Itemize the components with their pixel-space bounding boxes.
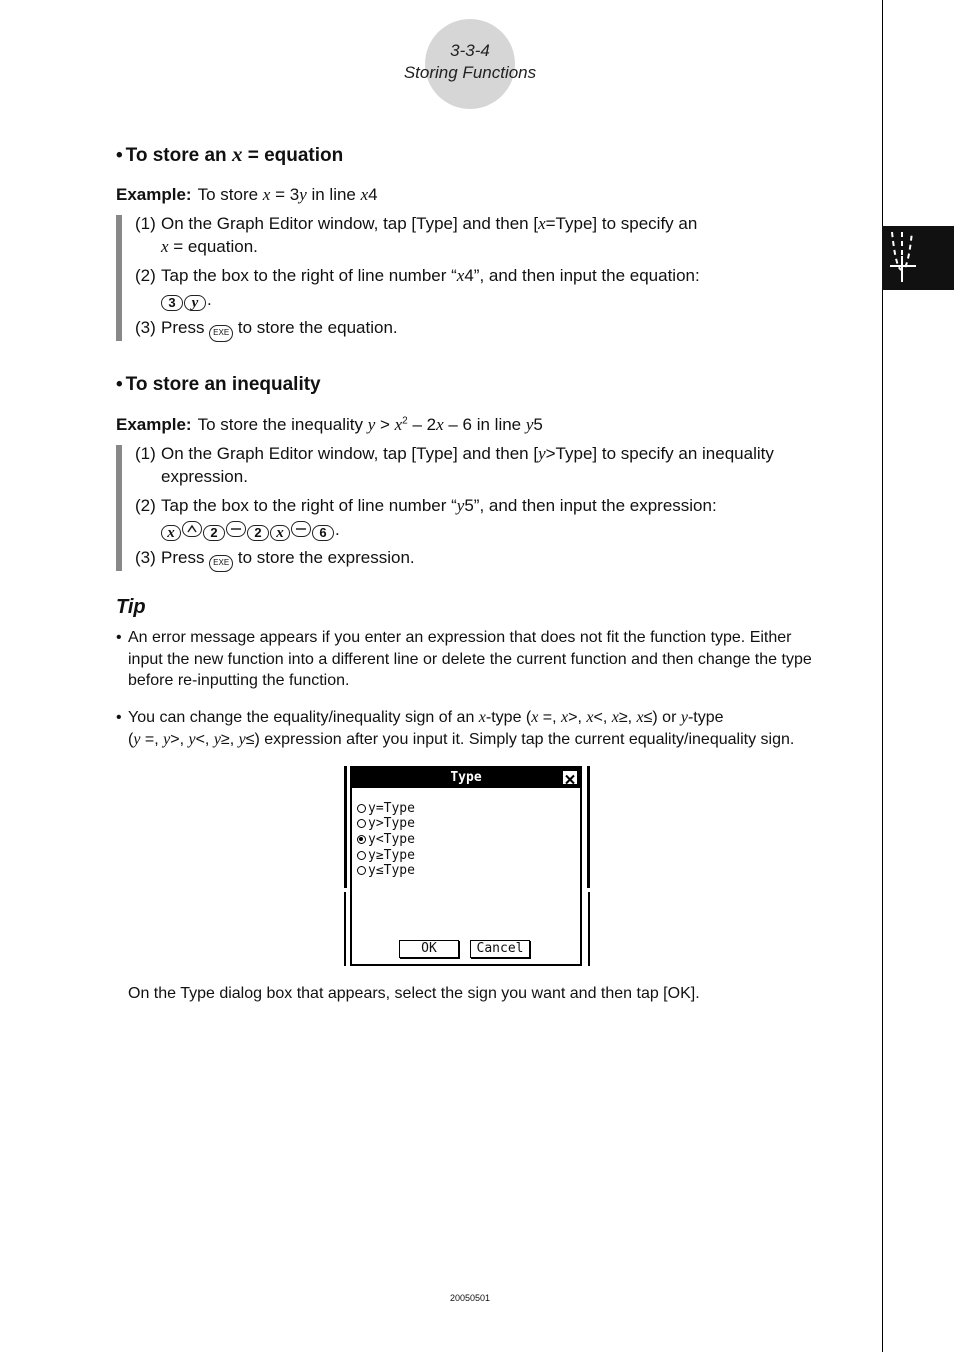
step-1-continued	[161, 465, 248, 488]
key-3: 3	[161, 295, 183, 311]
window-edge	[587, 766, 590, 888]
tip-text: -type (	[485, 709, 532, 726]
tip-var: y	[163, 731, 171, 748]
tip-var: x	[636, 709, 644, 726]
step-var: y	[538, 444, 546, 463]
step-2	[135, 494, 717, 517]
step-3	[135, 316, 398, 342]
tip-text: -type	[687, 709, 724, 726]
step-3	[135, 546, 415, 572]
tip-bullet: •	[116, 709, 122, 726]
step-text: >Type] to specify an inequality	[545, 444, 774, 463]
example-text: >	[375, 415, 395, 434]
close-button[interactable]	[563, 771, 577, 784]
tip-text: >,	[568, 709, 587, 726]
example-var: x	[360, 185, 369, 204]
step-text: to store the equation.	[233, 318, 398, 337]
step-2	[135, 264, 700, 287]
example-label: Example:	[116, 415, 192, 434]
step-var: x	[456, 266, 465, 285]
key-power	[182, 521, 202, 537]
example-text: – 2	[407, 415, 437, 434]
radio-icon	[357, 819, 366, 828]
tip-var: x	[561, 709, 569, 726]
option-label: y>Type	[368, 816, 415, 831]
key-y	[184, 295, 206, 311]
step-text: Press	[161, 548, 210, 567]
option-y-greater-equal[interactable]	[357, 848, 415, 863]
minus-icon	[231, 527, 241, 531]
close-icon	[564, 774, 576, 785]
key-minus	[226, 521, 246, 537]
key-label: y	[191, 295, 199, 311]
example-text: – 6 in line	[443, 415, 526, 434]
example-var: y	[299, 185, 307, 204]
option-label: y≥Type	[368, 848, 415, 863]
radio-icon	[357, 866, 366, 875]
window-edge	[588, 892, 590, 966]
tip-text: You can change the equality/inequality sign of an	[128, 709, 479, 726]
window-edge	[344, 766, 347, 888]
example-superscript: 2	[402, 415, 408, 427]
example-var: x	[436, 415, 444, 434]
heading-text: To store an	[125, 145, 232, 166]
section-number: 3-3-4	[450, 41, 490, 60]
tip-title: Tip	[116, 596, 146, 618]
key-2: 2	[247, 525, 269, 541]
option-y-less[interactable]	[357, 832, 415, 847]
example-var: y	[525, 415, 534, 434]
tip-var: y	[188, 731, 196, 748]
dialog-caption: On the Type dialog box that appears, select the sign you want and then tap [OK].	[128, 985, 700, 1002]
key-label: x	[167, 525, 175, 541]
step-number: (3)	[135, 318, 156, 337]
period: .	[207, 290, 212, 309]
example-1	[116, 185, 378, 205]
step-text: = equation.	[168, 237, 258, 256]
radio-icon	[357, 851, 366, 860]
step-text: On the Graph Editor window, tap [Type] and then [	[161, 444, 539, 463]
graph-icon	[882, 226, 954, 290]
tip-text: ≥,	[618, 709, 637, 726]
step-var: x	[538, 214, 546, 233]
step-text: Tap the box to the right of line number “	[161, 266, 457, 285]
heading-store-inequality	[116, 374, 321, 396]
heading-text: = equation	[242, 145, 344, 166]
step-text: expression.	[161, 467, 248, 486]
example-label: Example:	[116, 185, 192, 204]
tip-1-line: input the new function into a different line or delete the current function and then change the type	[128, 651, 812, 668]
tip-var: y	[238, 731, 246, 748]
key-6: 6	[312, 525, 334, 541]
tip-text: ≤) expression after you input it. Simply tap the current equality/inequality sign.	[245, 731, 795, 748]
tip-var: y	[133, 731, 141, 748]
period: .	[335, 520, 340, 539]
heading-text: To store an inequality	[125, 374, 321, 395]
example-2	[116, 415, 543, 435]
example-var: x	[262, 185, 271, 204]
example-var: y	[367, 415, 376, 434]
tip-text: <,	[593, 709, 612, 726]
steps-bar	[116, 445, 122, 571]
key-2: 2	[203, 525, 225, 541]
page-right-rule	[882, 0, 883, 1352]
tip-text: <,	[195, 731, 214, 748]
type-dialog	[350, 766, 582, 966]
ok-button[interactable]: OK	[399, 940, 459, 958]
key-sequence-1	[161, 288, 212, 311]
tip-text: (	[128, 731, 134, 748]
step-number: (1)	[135, 444, 156, 463]
option-y-greater[interactable]	[357, 816, 415, 831]
example-text: in line	[306, 185, 361, 204]
step-number: (1)	[135, 214, 156, 233]
heading-var: x	[231, 142, 243, 166]
option-label: y<Type	[368, 832, 415, 847]
option-label: y=Type	[368, 801, 415, 816]
step-1	[135, 442, 774, 465]
tip-1-line: before re-inputting the function.	[128, 672, 350, 689]
example-text: To store the inequality	[197, 415, 368, 434]
footer-code: 20050501	[449, 1293, 491, 1303]
key-minus	[291, 521, 311, 537]
exe-key: EXE	[209, 555, 233, 572]
dialog-title: Type	[450, 770, 482, 785]
radio-icon	[357, 804, 366, 813]
tip-1-line: An error message appears if you enter an expression that does not fit the function type. Either	[128, 629, 792, 646]
step-text: On the Graph Editor window, tap [Type] and then [	[161, 214, 539, 233]
tip-bullet: •	[116, 629, 122, 646]
key-sequence-2	[161, 518, 340, 541]
key-label: x	[276, 525, 284, 541]
step-text: =Type] to specify an	[545, 214, 698, 233]
step-text: to store the expression.	[233, 548, 415, 567]
heading-bullet: •	[116, 374, 123, 395]
example-text: = 3	[270, 185, 300, 204]
minus-icon	[296, 527, 306, 531]
steps-bar	[116, 215, 122, 341]
tip-var: x	[531, 709, 539, 726]
option-label: y≤Type	[368, 863, 415, 878]
cancel-button[interactable]: Cancel	[470, 940, 530, 958]
step-number: (2)	[135, 266, 156, 285]
tip-2-line-1	[128, 707, 724, 729]
tip-2-line-2	[128, 729, 794, 751]
step-1	[135, 212, 697, 235]
chapter-tab	[882, 226, 954, 290]
option-y-equal[interactable]	[357, 801, 415, 816]
step-text: 5”, and then input the expression:	[464, 496, 717, 515]
tip-text: ≥,	[220, 731, 239, 748]
section-title: Storing Functions	[403, 63, 537, 82]
radio-selected-icon	[357, 835, 366, 844]
exe-key: EXE	[209, 325, 233, 342]
heading-bullet: •	[116, 145, 123, 166]
tip-var: x	[478, 709, 486, 726]
step-text: 4”, and then input the equation:	[464, 266, 700, 285]
caret-icon	[187, 525, 197, 533]
step-text: Press	[161, 318, 210, 337]
step-var: y	[456, 496, 465, 515]
step-1-continued	[161, 235, 258, 258]
dialog-title-bar	[352, 768, 580, 788]
option-y-less-equal[interactable]	[357, 863, 415, 878]
example-text: 4	[368, 185, 378, 204]
key-x	[161, 525, 181, 541]
example-var: x	[394, 415, 403, 434]
heading-store-x-equation	[116, 142, 343, 167]
step-var: x	[161, 237, 169, 256]
step-number: (2)	[135, 496, 156, 515]
window-edge	[344, 892, 346, 966]
tip-var: x	[586, 709, 594, 726]
example-text: To store	[197, 185, 263, 204]
tip-text: =,	[538, 709, 562, 726]
tip-var: y	[680, 709, 688, 726]
example-text: 5	[533, 415, 543, 434]
tip-text: ≤) or	[643, 709, 681, 726]
key-x	[270, 525, 290, 541]
tip-var: x	[611, 709, 619, 726]
step-text: Tap the box to the right of line number “	[161, 496, 457, 515]
tip-var: y	[213, 731, 221, 748]
step-number: (3)	[135, 548, 156, 567]
tip-text: >,	[170, 731, 189, 748]
tip-text: =,	[140, 731, 164, 748]
